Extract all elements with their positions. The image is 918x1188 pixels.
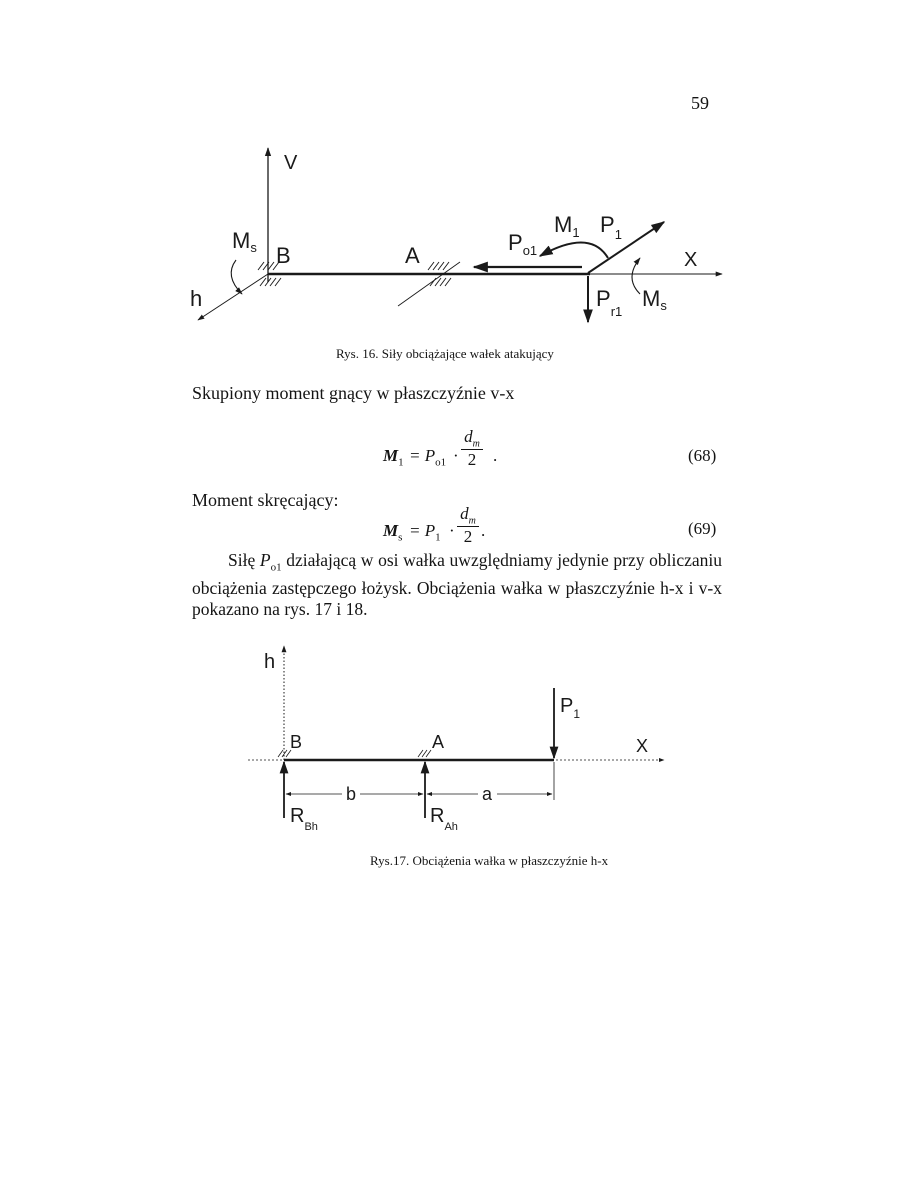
equation-68-number: (68) <box>688 446 717 465</box>
ms-right-label: Ms <box>642 286 667 313</box>
rbh-label: $R_{Bh}$ <box>290 805 318 833</box>
p1-label: $P_1$ <box>560 695 581 721</box>
page-number: 59 <box>691 93 709 113</box>
moment-heading: Moment skręcający: <box>192 490 339 510</box>
ms-left-label: Ms <box>232 228 257 255</box>
dimension-b-label: b <box>346 784 357 804</box>
support-a-label: A <box>405 243 420 268</box>
support-b-label: B <box>290 732 303 752</box>
m1-arc <box>540 242 608 258</box>
m1-label: $M_1$ <box>554 212 580 240</box>
h-axis-label: h <box>190 286 203 311</box>
equation-69-number: (69) <box>688 519 717 538</box>
support-b-label: B <box>276 243 291 268</box>
po1-label: $P_{o1}$ <box>508 230 538 258</box>
body-paragraph: Siłę $P_{o1}$ działającą w osi wałka uwzględniamy jedynie przy obliczaniu obciążenia zastępczego łożysk. Obciążenia wałka w płaszczyźnie h-x i v-x pokazano na rys. 17 i 18. <box>192 550 722 619</box>
equation-69: $M_s$ = $P_1$ · $\frac{d_m}{2}$ . <box>383 504 486 547</box>
figure-16-diagram <box>0 0 918 345</box>
figure-16-caption: Rys. 16. Siły obciążające wałek atakujący <box>336 346 554 361</box>
support-a-label: A <box>432 732 445 752</box>
ms-right-arc <box>632 258 640 294</box>
pr1-label: $P_{r1}$ <box>596 286 623 319</box>
v-axis-label: V <box>284 152 298 174</box>
ms-left-arc <box>231 260 242 294</box>
support-a-hatch <box>418 750 431 757</box>
p1-label: $P_1$ <box>600 212 622 242</box>
x-axis-label: X <box>684 249 698 271</box>
x-axis-label: X <box>636 736 649 756</box>
figure-17-caption: Rys.17. Obciążenia wałka w płaszczyźnie h-x <box>370 853 609 868</box>
equation-68: $M_1$ = $P_{o1}$ · $\frac{d_m}{2}$ . <box>383 427 498 470</box>
dimension-a-label: a <box>482 784 493 804</box>
figure-17-diagram <box>0 630 918 850</box>
rah-label: $R_{Ah}$ <box>430 805 458 833</box>
h-axis-label: h <box>264 651 276 673</box>
section-heading: Skupiony moment gnący w płaszczyźnie v-x <box>192 383 515 403</box>
